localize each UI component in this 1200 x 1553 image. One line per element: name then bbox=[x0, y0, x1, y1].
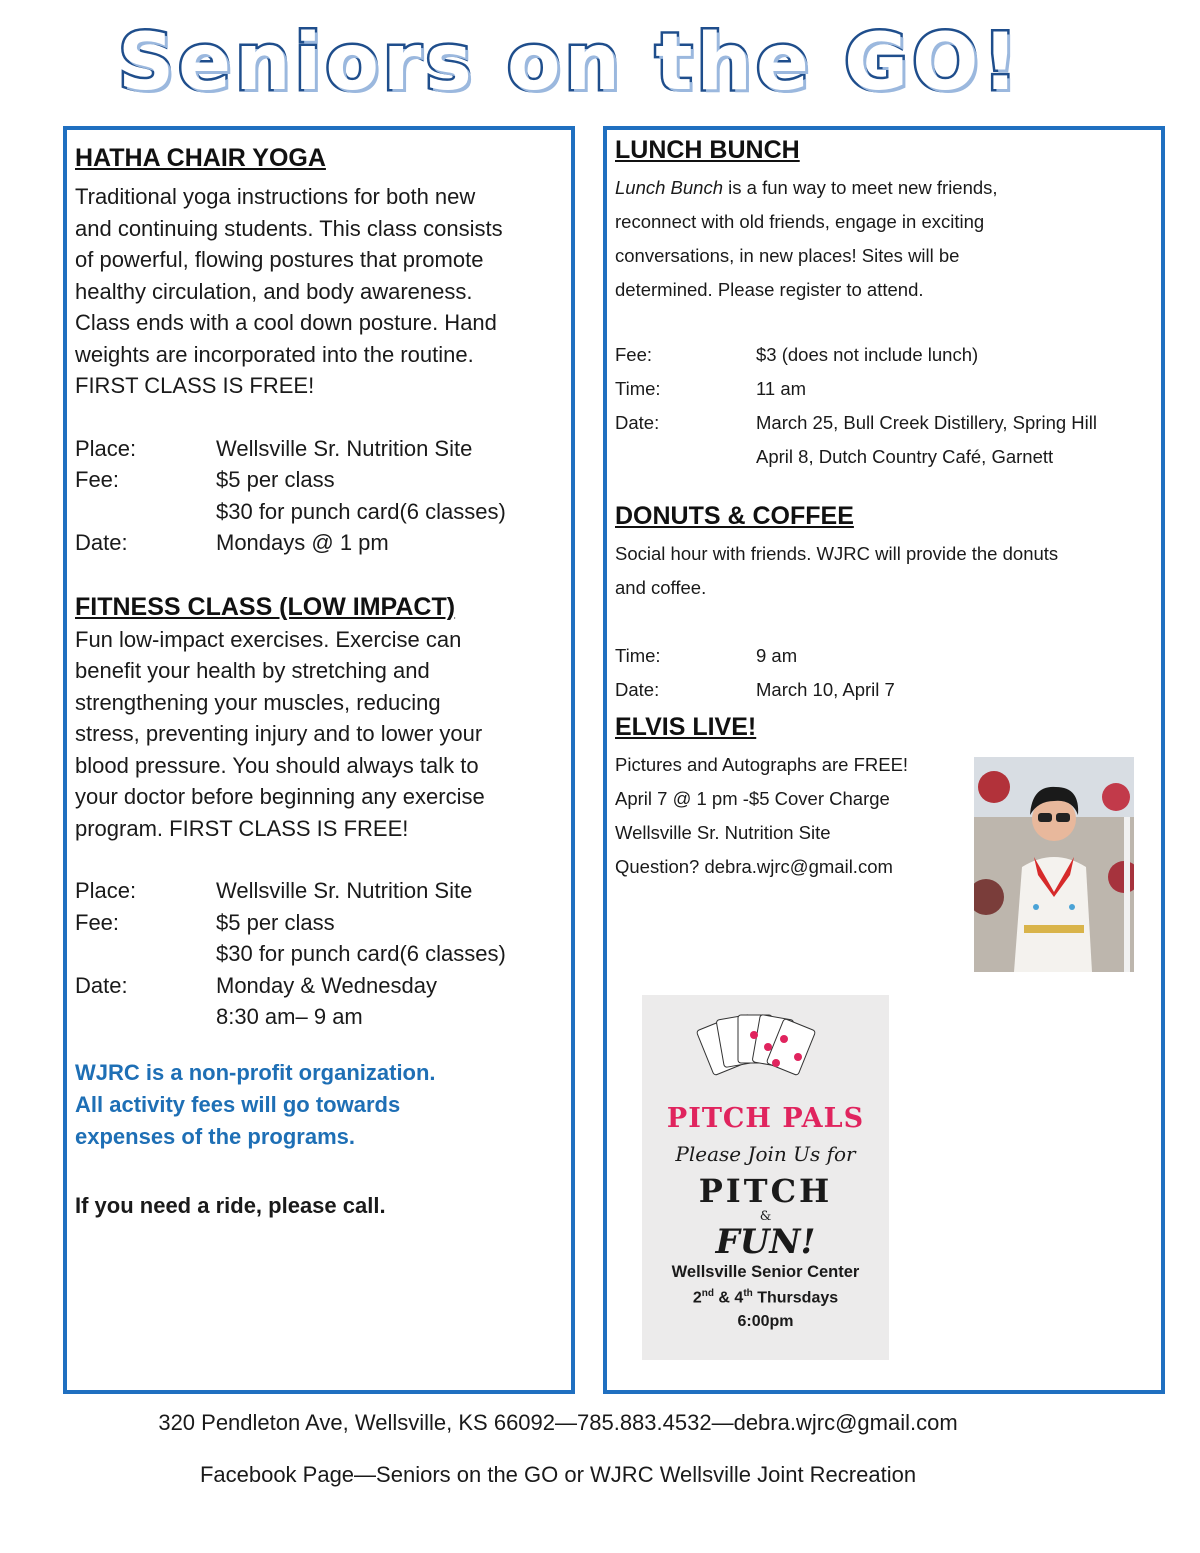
flyer-schedule: 2nd & 4th Thursdays bbox=[692, 1288, 839, 1307]
fitness-fee: Fee: $5 per class bbox=[75, 909, 335, 935]
fitness-section bbox=[75, 593, 563, 1033]
yoga-fee: Fee: $5 per class bbox=[75, 467, 335, 492]
fitness-description: Fun low-impact exercises. Exercise can benefit your health by stretching and strengthening your muscles, reducing stress, preventing injury and to lower your blood pressure. You should always talk to your doctor before beginning any exercise program. FIRST CLASS IS FREE! bbox=[75, 626, 485, 841]
flyer-amp: & bbox=[759, 1209, 772, 1224]
lunch-heading: LUNCH BUNCH bbox=[615, 136, 800, 164]
yoga-fee-card: $30 for punch card(6 classes) bbox=[216, 498, 506, 524]
yoga-heading: HATHA CHAIR YOGA bbox=[75, 144, 326, 172]
fitness-heading: FITNESS CLASS (LOW IMPACT) bbox=[75, 592, 456, 621]
fitness-place: Place: Wellsville Sr. Nutrition Site bbox=[75, 878, 473, 903]
lunch-section bbox=[615, 136, 1153, 474]
yoga-section bbox=[75, 144, 563, 559]
donuts-section bbox=[615, 502, 1153, 707]
lunch-date-2: April 8, Dutch Country Café, Garnett bbox=[756, 446, 1054, 467]
fitness-date: Date: Monday & Wednesday bbox=[75, 972, 437, 998]
flyer-time: 6:00pm bbox=[737, 1313, 794, 1331]
lunch-time: Time: 11 am bbox=[615, 378, 807, 399]
left-panel bbox=[63, 126, 575, 1394]
donuts-heading: DONUTS & COFFEE bbox=[615, 502, 854, 530]
elvis-heading: ELVIS LIVE! bbox=[615, 713, 757, 741]
fitness-fee-card: $30 for punch card(6 classes) bbox=[216, 941, 506, 966]
flyer-pitch: PITCH bbox=[698, 1172, 833, 1210]
flyer-fun: FUN! bbox=[715, 1222, 816, 1262]
flyer-venue: Wellsville Senior Center bbox=[671, 1263, 860, 1281]
footer-address: 320 Pendleton Ave, Wellsville, KS 66092—785.883.4532—debra.wjrc@gmail.com bbox=[158, 1410, 958, 1435]
right-panel bbox=[603, 126, 1165, 1394]
yoga-date: Date: Mondays @ 1 pm bbox=[75, 530, 389, 555]
yoga-description: Traditional yoga instructions for both new and continuing students. This class consists of powerful, flowing postures that promote healthy circulation, and body awareness. Class ends with a cool down posture. Hand weights are incorporated into the routine. FIRST CLASS IS FREE! bbox=[75, 184, 503, 398]
yoga-place: Place: Wellsville Sr. Nutrition Site bbox=[75, 435, 473, 461]
playing-cards-icon bbox=[642, 995, 889, 1100]
donuts-description: Social hour with friends. WJRC will provide the donuts and coffee. bbox=[615, 543, 1059, 598]
nonprofit-note: WJRC is a non-profit organization. All activity fees will go towards expenses of the programs. bbox=[75, 1059, 436, 1149]
elvis-photo bbox=[974, 757, 1134, 972]
lunch-fee: Fee: $3 (does not include lunch) bbox=[615, 344, 979, 365]
flyer-title: PITCH PALS bbox=[666, 1103, 865, 1134]
donuts-date: Date: March 10, April 7 bbox=[615, 679, 895, 700]
lunch-description: Lunch Bunch is a fun way to meet new friends, reconnect with old friends, engage in exciting conversations, in new places! Sites will be determined. Please register to attend. bbox=[615, 177, 998, 300]
footer-facebook: Facebook Page—Seniors on the GO or WJRC Wellsville Joint Recreation bbox=[199, 1462, 917, 1487]
page-title: Seniors on the GO! bbox=[117, 18, 1023, 108]
lunch-date: Date: March 25, Bull Creek Distillery, Spring Hill bbox=[615, 412, 1097, 433]
ride-note: If you need a ride, please call. bbox=[75, 1192, 386, 1218]
pitch-pals-flyer bbox=[642, 995, 889, 1360]
flyer-invite: Please Join Us for bbox=[675, 1142, 856, 1166]
elvis-details: Pictures and Autographs are FREE! April 7 @ 1 pm -$5 Cover Charge Wellsville Sr. Nutrition Site Question? debra.wjrc@gmail.com bbox=[615, 754, 909, 877]
fitness-time: 8:30 am– 9 am bbox=[216, 1004, 363, 1029]
donuts-time: Time: 9 am bbox=[615, 645, 798, 666]
